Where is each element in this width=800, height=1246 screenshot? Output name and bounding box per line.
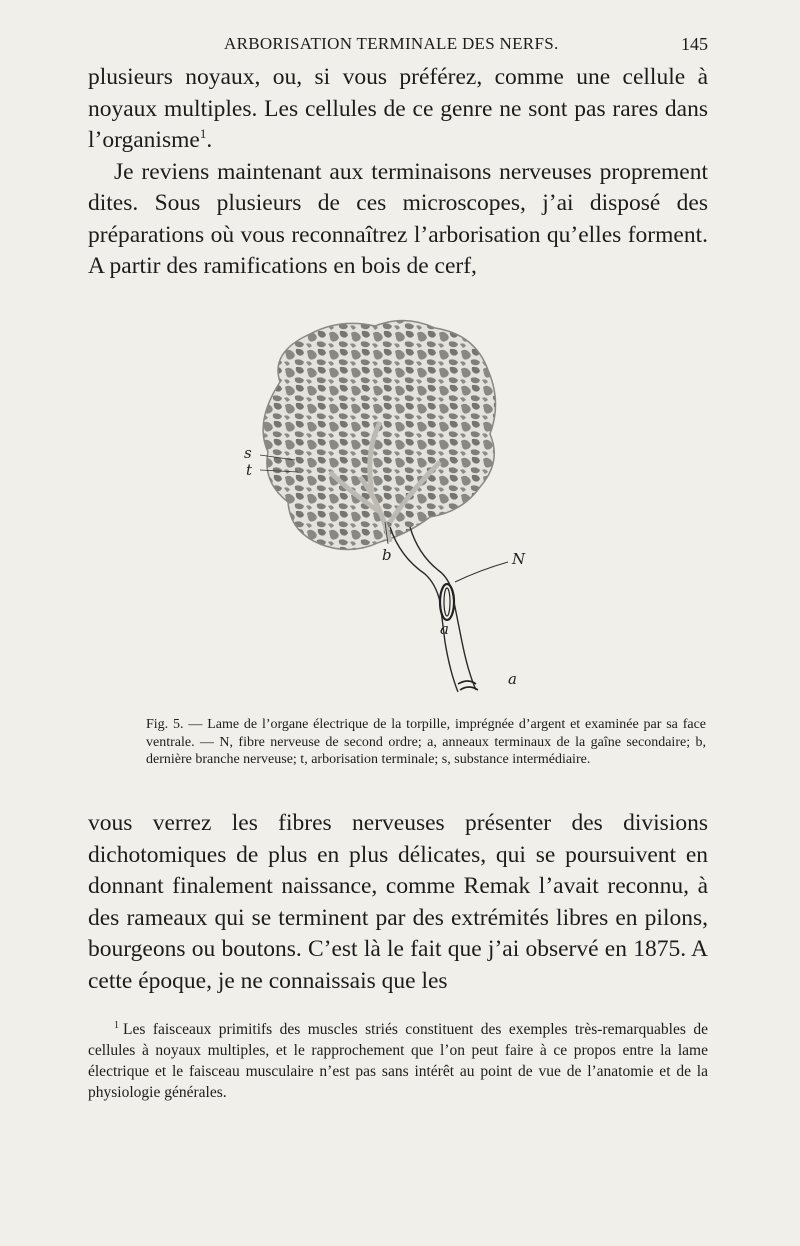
paragraph-2: Je reviens maintenant aux terminaisons nerveuses proprement dites. Sous plusieurs de ces microscopes, j’ai disposé des préparations où vous reconnaîtrez l’arborisation qu’elles forment. A partir des ramifications en bois de cerf, (88, 158, 708, 279)
caption-text: — Lame de l’organe électrique de la torpille, imprégnée d’argent et examinée par sa face ventrale. — N, fibre nerveuse de second ordre; a, anneaux terminaux de la gaîne secondaire; b, dernière branche nerveuse; t, arborisation terminale; s, substance intermédiaire. (146, 717, 706, 767)
figure-number: Fig. 5. (146, 717, 184, 732)
nerve-fiber (390, 527, 476, 692)
footnote-reference: 1 (199, 126, 207, 142)
running-title: ARBORISATION TERMINALE DES NERFS. (224, 34, 559, 53)
paragraph-3: vous verrez les fibres nerveuses présenter des divisions dichotomiques de plus en plus délicates, qui se poursuivent en donnant finalement naissance, comme Remak l’avait reconnu, à des rameaux qui se terminent par des extrémités libres en pilons, bourgeons ou boutons. C’est là le fait que j’ai observé en 1875. A cette époque, je ne connaissais que les (88, 810, 708, 994)
figure-illustration (240, 312, 540, 708)
label-b: b (382, 546, 392, 564)
label-a-lower: a (508, 670, 517, 688)
label-a-upper: a (440, 620, 449, 638)
footnote (88, 1015, 708, 1103)
torpedo-electric-organ-drawing (240, 312, 540, 708)
terminal-ring (440, 584, 454, 620)
body-text-top (88, 62, 708, 283)
footnote-text: Les faisceaux primitifs des muscles striés constituent des exemples très-remarquables de cellules à noyaux multiples, et le rapprochement que l’on peut faire à ce propos entre la lame électrique et le faisceau musculaire n’est pas sans intérêt au point de vue de l’anatomie et de la physiologie générales. (88, 1021, 708, 1102)
paragraph-1 (88, 62, 708, 157)
figure-caption (146, 716, 706, 769)
page-number: 145 (681, 34, 708, 54)
paragraph-1-text: plusieurs noyaux, ou, si vous préférez, comme une cellule à noyaux multiples. Les cellules de ce genre ne sont pas rares dans l’organisme (88, 64, 708, 153)
page-header (88, 34, 708, 58)
footnote-marker: 1 (114, 1020, 119, 1031)
paragraph-1-end: . (206, 127, 213, 153)
label-N: N (512, 550, 526, 568)
body-text-bottom (88, 808, 708, 997)
label-t: t (246, 461, 253, 479)
label-s: s (244, 444, 252, 462)
